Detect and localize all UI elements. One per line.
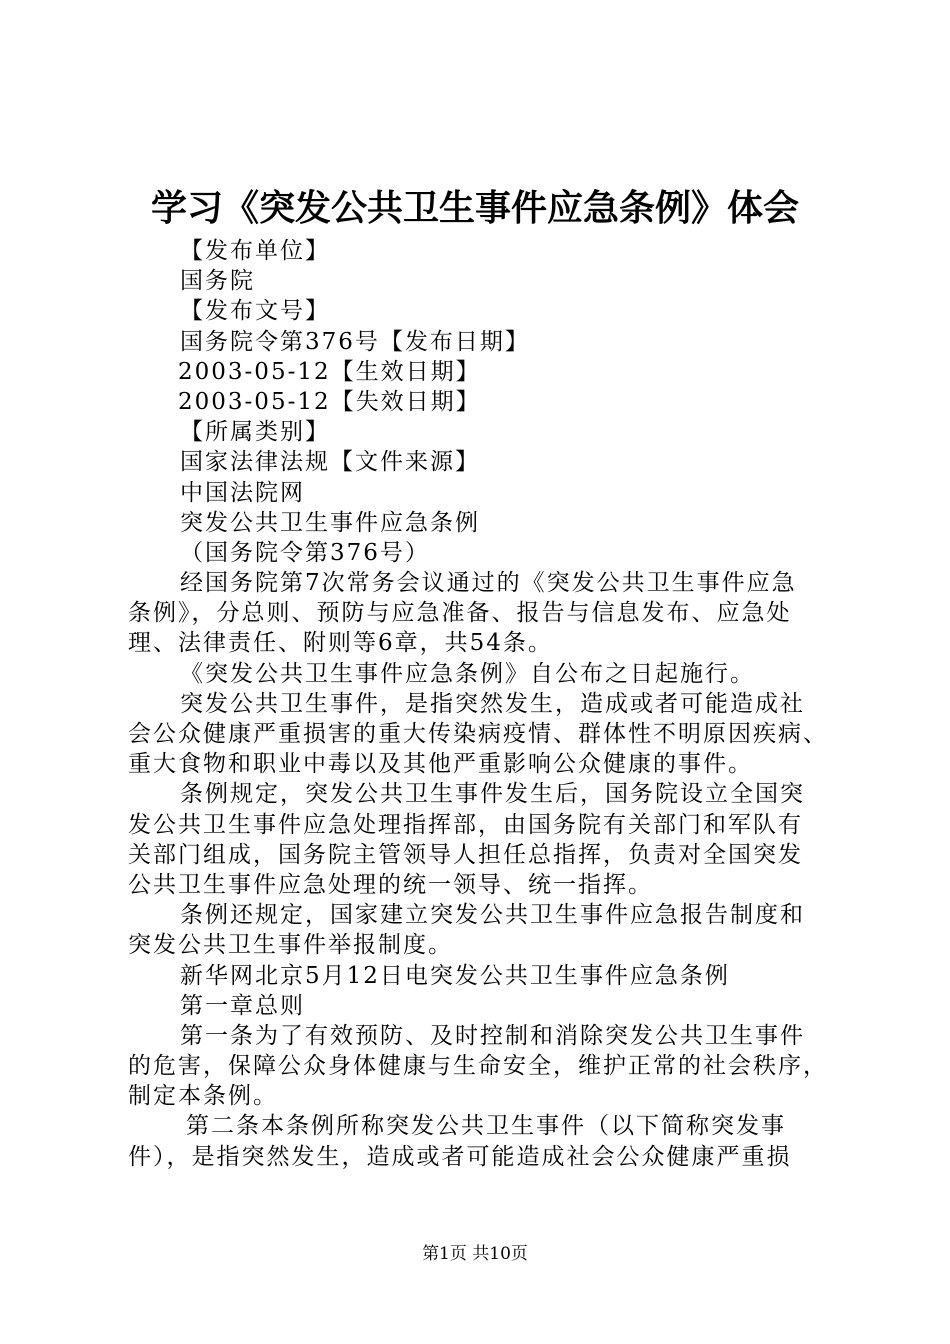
text-line: 【所属类别】 [180, 419, 330, 446]
text-line: 国家法律法规【文件来源】 [180, 449, 480, 476]
text-line: 关部门组成，国务院主管领导人担任总指挥，负责对全国突发 [128, 841, 803, 868]
text-line: 条例规定，突发公共卫生事件发生后，国务院设立全国突 [180, 781, 805, 808]
text-line: 【发布单位】 [180, 238, 330, 264]
text-line: 公共卫生事件应急处理的统一领导、统一指挥。 [128, 871, 653, 898]
text-line: 第一条为了有效预防、及时控制和消除突发公共卫生事件 [180, 1022, 805, 1049]
document-body [128, 236, 838, 1172]
document-title: 学习《突发公共卫生事件应急条例》体会 [150, 187, 799, 229]
text-line: （国务院令第376号） [180, 539, 430, 566]
text-line: 新华网北京5月12日电突发公共卫生事件应急条例 [180, 962, 730, 989]
text-line: 《突发公共卫生事件应急条例》自公布之日起施行。 [180, 660, 755, 687]
text-line: 2003-05-12【失效日期】 [178, 388, 481, 415]
text-line: 国务院 [180, 268, 255, 295]
text-line: 经国务院第7次常务会议通过的《突发公共卫生事件应急 [180, 570, 797, 597]
text-line: 件），是指突然发生，造成或者可能造成社会公众健康严重损 [128, 1143, 792, 1170]
text-line: 国务院令第376号【发布日期】 [180, 328, 530, 355]
text-line: 第一章总则 [180, 992, 305, 1019]
text-line: 中国法院网 [180, 479, 305, 506]
text-line: 【发布文号】 [180, 298, 330, 325]
text-line: 重大食物和职业中毒以及其他严重影响公众健康的事件。 [128, 751, 753, 778]
text-line: 的危害，保障公众身体健康与生命安全，维护正常的社会秩序， [128, 1053, 828, 1080]
page-number-footer: 第1页 共10页 [422, 1244, 528, 1264]
text-line: 突发公共卫生事件应急条例 [180, 509, 480, 536]
text-line: 第二条本条例所称突发公共卫生事件（以下简称突发事 [186, 1113, 786, 1140]
text-line: 制定本条例。 [128, 1083, 278, 1110]
text-line: 2003-05-12【生效日期】 [178, 358, 481, 385]
text-line: 条例》，分总则、预防与应急准备、报告与信息发布、应急处 [128, 600, 792, 627]
text-line: 条例还规定，国家建立突发公共卫生事件应急报告制度和 [180, 902, 805, 929]
text-line: 突发公共卫生事件，是指突然发生，造成或者可能造成社 [180, 690, 805, 717]
text-line: 会公众健康严重损害的重大传染病疫情、群体性不明原因疾病、 [128, 721, 828, 747]
text-line: 理、法律责任、附则等6章，共54条。 [128, 630, 553, 657]
text-line: 发公共卫生事件应急处理指挥部，由国务院有关部门和军队有 [128, 811, 803, 838]
text-line: 突发公共卫生事件举报制度。 [128, 932, 453, 959]
